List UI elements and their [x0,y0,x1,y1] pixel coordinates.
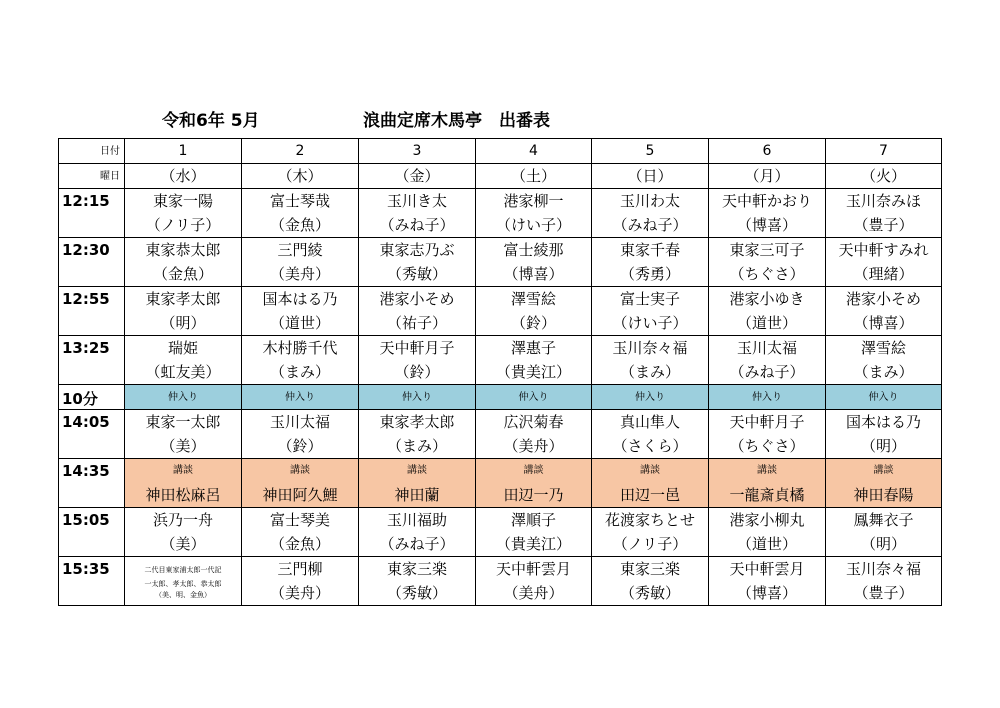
day-date: 6 [709,139,826,164]
day-date: 3 [359,139,476,164]
day-date: 7 [826,139,942,164]
title-date: 令和6年 5月 [162,111,260,131]
intermission-cell: 仲入り [125,385,242,410]
day-weekday: （土） [476,164,592,189]
performer-cell: 天中軒月子 （鈴） [359,336,476,385]
performer-cell: 浜乃一舟 （美） [125,508,242,557]
special-program-performers: 一太郎、孝太郎、恭太郎 [144,580,222,588]
performer-cell: 広沢菊春 （美舟） [476,410,592,459]
special-program-accompanists: （美、明、金魚） [155,591,211,599]
intermission-cell: 仲入り [826,385,942,410]
weekday-label-cell: 曜日 [59,164,125,189]
day-date: 2 [242,139,359,164]
intermission-row [59,385,942,410]
kodan-cell: 講談 田辺一乃 [476,459,592,508]
performer-cell: 木村勝千代 （まみ） [242,336,359,385]
slot-row [59,336,942,385]
performer-cell: 天中軒雲月 （美舟） [476,557,592,606]
intermission-label: 10分 [59,385,125,410]
title-main: 浪曲定席木馬亭 出番表 [363,111,550,131]
intermission-cell: 仲入り [242,385,359,410]
slot-time: 13:25 [59,336,125,385]
slot-row [59,557,942,606]
intermission-cell: 仲入り [476,385,592,410]
performer-cell: 天中軒雲月 （博喜） [709,557,826,606]
day-weekday: （火） [826,164,942,189]
performer-cell: 富士綾那 （博喜） [476,238,592,287]
slot-time: 12:15 [59,189,125,238]
header-row-date [59,139,942,164]
header-row-weekday [59,164,942,189]
slot-row [59,189,942,238]
slot-time: 12:55 [59,287,125,336]
intermission-cell: 仲入り [709,385,826,410]
performer-cell: 玉川奈々福 （まみ） [592,336,709,385]
performer-cell: 澤雪絵 （鈴） [476,287,592,336]
special-program-title: 二代目東家浦太郎一代記 [144,566,222,574]
performer-cell: 澤雪絵 （まみ） [826,336,942,385]
performer-cell: 玉川福助 （みね子） [359,508,476,557]
performer-cell: 瑞姫 （虹友美） [125,336,242,385]
date-label-cell: 日付 [59,139,125,164]
day-date: 1 [125,139,242,164]
performer-cell: 玉川太福 （鈴） [242,410,359,459]
slot-row [59,287,942,336]
performer-cell: 国本はる乃 （明） [826,410,942,459]
slot-time: 15:35 [59,557,125,606]
performer-cell: 東家三楽 （秀敏） [359,557,476,606]
performer-cell: 三門柳 （美舟） [242,557,359,606]
performer-cell: 富士琴哉 （金魚） [242,189,359,238]
performer-cell: 天中軒月子 （ちぐさ） [709,410,826,459]
kodan-cell: 講談 神田春陽 [826,459,942,508]
performer-cell: 東家恭太郎 （金魚） [125,238,242,287]
special-program-cell [125,557,242,606]
performer-cell: 天中軒すみれ （理緒） [826,238,942,287]
performer-cell: 富士実子 （けい子） [592,287,709,336]
performer-cell: 三門綾 （美舟） [242,238,359,287]
performer-cell: 東家孝太郎 （まみ） [359,410,476,459]
performer-cell: 港家小ゆき （道世） [709,287,826,336]
title-row [0,106,1000,132]
intermission-cell: 仲入り [592,385,709,410]
slot-time: 12:30 [59,238,125,287]
kodan-row [59,459,942,508]
performer-cell: 真山隼人 （さくら） [592,410,709,459]
day-date: 5 [592,139,709,164]
performer-cell: 玉川奈みほ （豊子） [826,189,942,238]
performer-cell: 玉川き太 （みね子） [359,189,476,238]
day-weekday: （金） [359,164,476,189]
kodan-cell: 講談 神田松麻呂 [125,459,242,508]
performer-cell: 東家一太郎 （美） [125,410,242,459]
performer-cell: 花渡家ちとせ （ノリ子） [592,508,709,557]
slot-row [59,508,942,557]
kodan-cell: 講談 神田阿久鯉 [242,459,359,508]
day-weekday: （水） [125,164,242,189]
day-date: 4 [476,139,592,164]
performer-cell: 港家小そめ （博喜） [826,287,942,336]
slot-time: 15:05 [59,508,125,557]
performer-cell: 玉川太福 （みね子） [709,336,826,385]
day-weekday: （日） [592,164,709,189]
performer-cell: 港家小柳丸 （道世） [709,508,826,557]
performer-cell: 港家小そめ （祐子） [359,287,476,336]
performer-cell: 玉川わ太 （みね子） [592,189,709,238]
kodan-cell: 講談 神田蘭 [359,459,476,508]
performer-cell: 港家柳一 （けい子） [476,189,592,238]
day-weekday: （木） [242,164,359,189]
performer-cell: 東家三楽 （秀敏） [592,557,709,606]
performer-cell: 鳳舞衣子 （明） [826,508,942,557]
performer-cell: 東家一陽 （ノリ子） [125,189,242,238]
slot-time: 14:05 [59,410,125,459]
slot-row [59,238,942,287]
performer-cell: 国本はる乃 （道世） [242,287,359,336]
day-weekday: （月） [709,164,826,189]
performer-cell: 東家千春 （秀勇） [592,238,709,287]
kodan-cell: 講談 田辺一邑 [592,459,709,508]
performer-cell: 富士琴美 （金魚） [242,508,359,557]
slot-row [59,410,942,459]
kodan-cell: 講談 一龍斎貞橘 [709,459,826,508]
performer-cell: 東家孝太郎 （明） [125,287,242,336]
schedule-table [58,138,942,606]
performer-cell: 澤順子 （貴美江） [476,508,592,557]
performer-cell: 玉川奈々福 （豊子） [826,557,942,606]
performer-cell: 澤惠子 （貴美江） [476,336,592,385]
performer-cell: 天中軒かおり （博喜） [709,189,826,238]
intermission-cell: 仲入り [359,385,476,410]
slot-time: 14:35 [59,459,125,508]
performer-cell: 東家志乃ぶ （秀敏） [359,238,476,287]
performer-cell: 東家三可子 （ちぐさ） [709,238,826,287]
